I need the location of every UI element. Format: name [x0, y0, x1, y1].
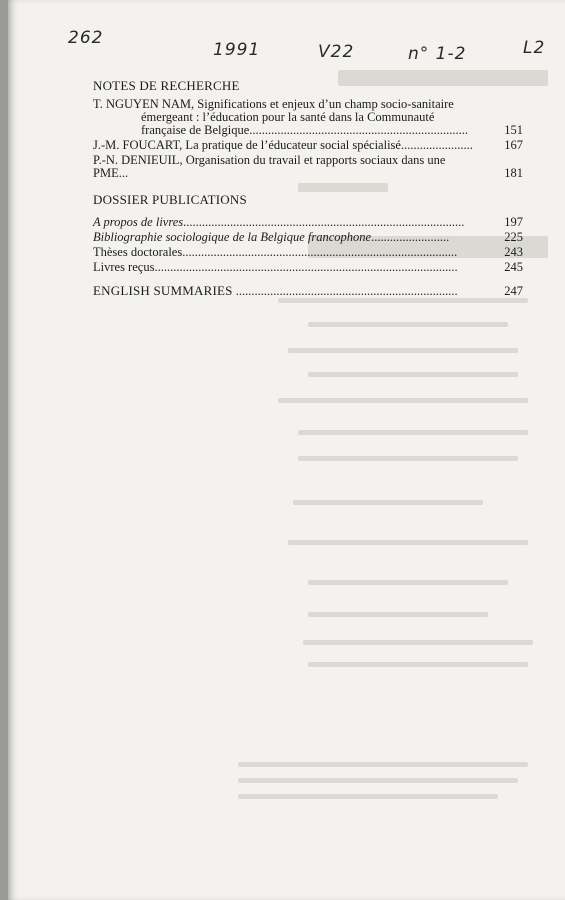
page-number: 167 — [504, 138, 523, 152]
show-through-line — [298, 456, 518, 461]
page-number: 247 — [504, 284, 523, 298]
page-number: 245 — [504, 260, 523, 274]
leader-dots: ...................................................................... — [249, 123, 469, 137]
leader-dots: ... — [118, 166, 129, 180]
handwritten-shelf-mark: L2 — [523, 38, 546, 58]
show-through-footer — [238, 762, 528, 767]
leader-dots: .......................................................................................... — [183, 215, 465, 229]
show-through-line — [278, 398, 528, 403]
handwritten-year: 1991 — [213, 40, 261, 60]
show-through-line — [293, 500, 483, 505]
leader-dots: ........................................................................................ — [182, 245, 458, 259]
toc-entry — [93, 261, 523, 274]
page-number: 243 — [504, 245, 523, 259]
leader-dots: ................................................................................................. — [154, 260, 458, 274]
toc-entry — [93, 284, 523, 298]
page-number: 225 — [504, 230, 523, 244]
section-title-english: ENGLISH SUMMARIES — [93, 283, 233, 298]
entry-label: Thèses doctorales — [93, 245, 183, 259]
show-through-line — [308, 662, 528, 667]
show-through-line — [308, 322, 508, 327]
page-number: 181 — [504, 166, 523, 180]
toc-entry — [93, 98, 523, 137]
handwritten-volume: V22 — [318, 42, 355, 62]
binding-spine — [0, 0, 8, 900]
toc-entry — [93, 246, 523, 259]
entry-line: émergeant : l’éducation pour la santé dans la Communauté — [141, 110, 435, 124]
show-through-line — [308, 372, 518, 377]
toc-entry — [93, 139, 523, 152]
table-of-contents — [93, 78, 523, 300]
show-through-footer — [238, 778, 518, 783]
leader-dots: ....................... — [400, 138, 473, 152]
dossier-section — [93, 192, 523, 274]
leader-dots: ......................... — [371, 230, 450, 244]
toc-entry — [93, 231, 523, 244]
leader-dots: ....................................................................... — [235, 284, 458, 298]
handwritten-issue: n° 1-2 — [408, 44, 467, 64]
entry-line: T. NGUYEN NAM, Significations et enjeux d’un champ socio-sanitaire — [93, 97, 454, 111]
document-page — [8, 0, 565, 900]
english-section — [93, 284, 523, 298]
show-through-footer — [238, 794, 498, 799]
show-through-line — [308, 612, 488, 617]
notes-section — [93, 78, 523, 180]
toc-entry — [93, 154, 523, 180]
entry-label: Livres reçus — [93, 260, 155, 274]
section-title-notes: NOTES DE RECHERCHE — [93, 78, 240, 93]
entry-label: A propos de livres — [93, 215, 184, 229]
show-through-line — [288, 348, 518, 353]
show-through-line — [308, 580, 508, 585]
page-number: 197 — [504, 215, 523, 229]
show-through-line — [303, 640, 533, 645]
entry-line: P.-N. DENIEUIL, Organisation du travail et rapports sociaux dans une PME — [93, 153, 446, 180]
handwritten-call-number: 262 — [68, 28, 104, 48]
page-number: 151 — [504, 123, 523, 137]
show-through-line — [298, 430, 528, 435]
show-through-line — [288, 540, 528, 545]
section-title-dossier: DOSSIER PUBLICATIONS — [93, 192, 247, 207]
toc-entry — [93, 216, 523, 229]
entry-line: J.-M. FOUCART, La pratique de l’éducateur social spécialisé — [93, 138, 401, 152]
entry-line: française de Belgique — [141, 123, 250, 137]
entry-label: Bibliographie sociologique de la Belgique francophone — [93, 230, 372, 244]
